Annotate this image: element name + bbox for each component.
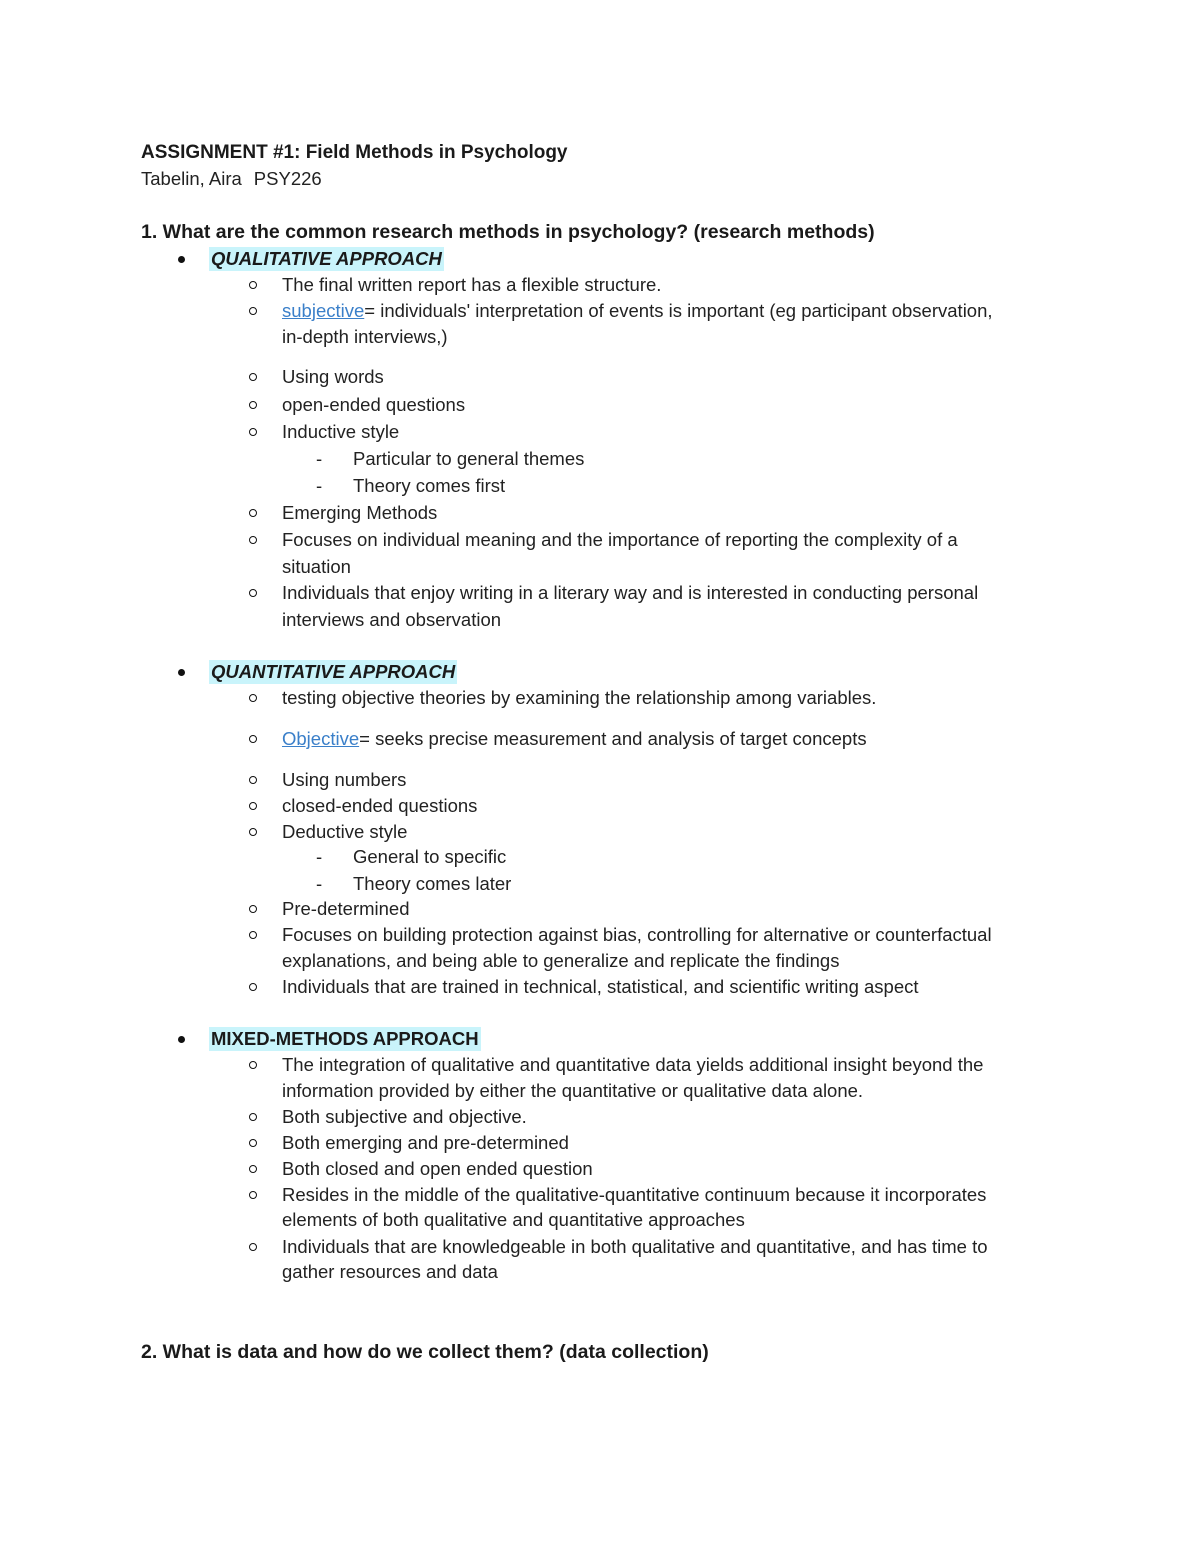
course-code: PSY226 [253, 168, 322, 189]
circle-bullet-icon [249, 1113, 257, 1121]
list-item: Both emerging and pre-determined [282, 1132, 569, 1153]
list-item: subjective= individuals' interpretation of events is important (eg participant observation, [282, 300, 993, 321]
circle-bullet-icon [249, 1165, 257, 1173]
list-item: Focuses on individual meaning and the importance of reporting the complexity of a [282, 529, 958, 550]
circle-bullet-icon [249, 1061, 257, 1069]
circle-bullet-icon [249, 281, 257, 289]
bullet-icon [178, 669, 185, 676]
circle-bullet-icon [249, 307, 257, 315]
author-line [141, 166, 322, 192]
list-item: Using numbers [282, 769, 407, 790]
list-item: Deductive style [282, 821, 408, 842]
dash-icon: - [316, 475, 323, 496]
list-item: Both closed and open ended question [282, 1158, 593, 1179]
dash-icon: - [316, 448, 323, 469]
list-item: The final written report has a flexible structure. [282, 274, 662, 295]
list-item: Resides in the middle of the qualitative-quantitative continuum because it incorporates [282, 1184, 987, 1205]
list-item-continuation: interviews and observation [282, 609, 502, 630]
list-item: closed-ended questions [282, 795, 478, 816]
circle-bullet-icon [249, 1139, 257, 1147]
list-item: Objective= seeks precise measurement and analysis of target concepts [282, 728, 867, 749]
list-item: Using words [282, 366, 384, 387]
bullet-icon [178, 256, 185, 263]
circle-bullet-icon [249, 983, 257, 991]
list-item: Inductive style [282, 421, 400, 442]
list-item: Individuals that enjoy writing in a literary way and is interested in conducting personal [282, 582, 979, 603]
list-item-continuation: explanations, and being able to generalize and replicate the findings [282, 950, 840, 971]
list-item: Individuals that are knowledgeable in both qualitative and quantitative, and has time to [282, 1236, 988, 1257]
circle-bullet-icon [249, 776, 257, 784]
list-item-continuation: situation [282, 556, 351, 577]
circle-bullet-icon [249, 1191, 257, 1199]
objective-link[interactable]: Objective [282, 728, 360, 749]
list-item: open-ended questions [282, 394, 466, 415]
circle-bullet-icon [249, 828, 257, 836]
list-item: The integration of qualitative and quantitative data yields additional insight beyond the [282, 1054, 984, 1075]
list-item: Pre-determined [282, 898, 410, 919]
dash-icon: - [316, 873, 323, 894]
dash-icon: - [316, 846, 323, 867]
list-item: Both subjective and objective. [282, 1106, 527, 1127]
sub-list-item: Particular to general themes [353, 448, 585, 469]
sub-list-item: Theory comes later [353, 873, 512, 894]
circle-bullet-icon [249, 802, 257, 810]
circle-bullet-icon [249, 735, 257, 743]
list-item-continuation: elements of both qualitative and quantitative approaches [282, 1209, 745, 1230]
assignment-title: ASSIGNMENT #1: Field Methods in Psychology [141, 142, 568, 163]
quantitative-heading: QUANTITATIVE APPROACH [211, 661, 456, 682]
bullet-icon [178, 1036, 185, 1043]
list-item: Focuses on building protection against bias, controlling for alternative or counterfactual [282, 924, 992, 945]
circle-bullet-icon [249, 509, 257, 517]
mixed-methods-heading: MIXED-METHODS APPROACH [211, 1028, 479, 1049]
list-item: testing objective theories by examining the relationship among variables. [282, 687, 877, 708]
circle-bullet-icon [249, 536, 257, 544]
circle-bullet-icon [249, 428, 257, 436]
question-1: 1. What are the common research methods in psychology? (research methods) [141, 221, 875, 243]
question-2: 2. What is data and how do we collect them? (data collection) [141, 1341, 709, 1363]
circle-bullet-icon [249, 1243, 257, 1251]
subjective-link[interactable]: subjective [282, 300, 365, 321]
sub-list-item: Theory comes first [353, 475, 506, 496]
author-name: Tabelin, Aira [141, 168, 242, 189]
circle-bullet-icon [249, 931, 257, 939]
circle-bullet-icon [249, 694, 257, 702]
list-item-continuation: information provided by either the quantitative or qualitative data alone. [282, 1080, 864, 1101]
circle-bullet-icon [249, 905, 257, 913]
qualitative-heading: QUALITATIVE APPROACH [211, 248, 442, 269]
sub-list-item: General to specific [353, 846, 507, 867]
list-item: Emerging Methods [282, 502, 438, 523]
circle-bullet-icon [249, 373, 257, 381]
list-item-continuation: gather resources and data [282, 1261, 498, 1282]
circle-bullet-icon [249, 589, 257, 597]
list-item-continuation: in-depth interviews,) [282, 326, 448, 347]
list-item: Individuals that are trained in technical, statistical, and scientific writing aspect [282, 976, 919, 997]
circle-bullet-icon [249, 401, 257, 409]
